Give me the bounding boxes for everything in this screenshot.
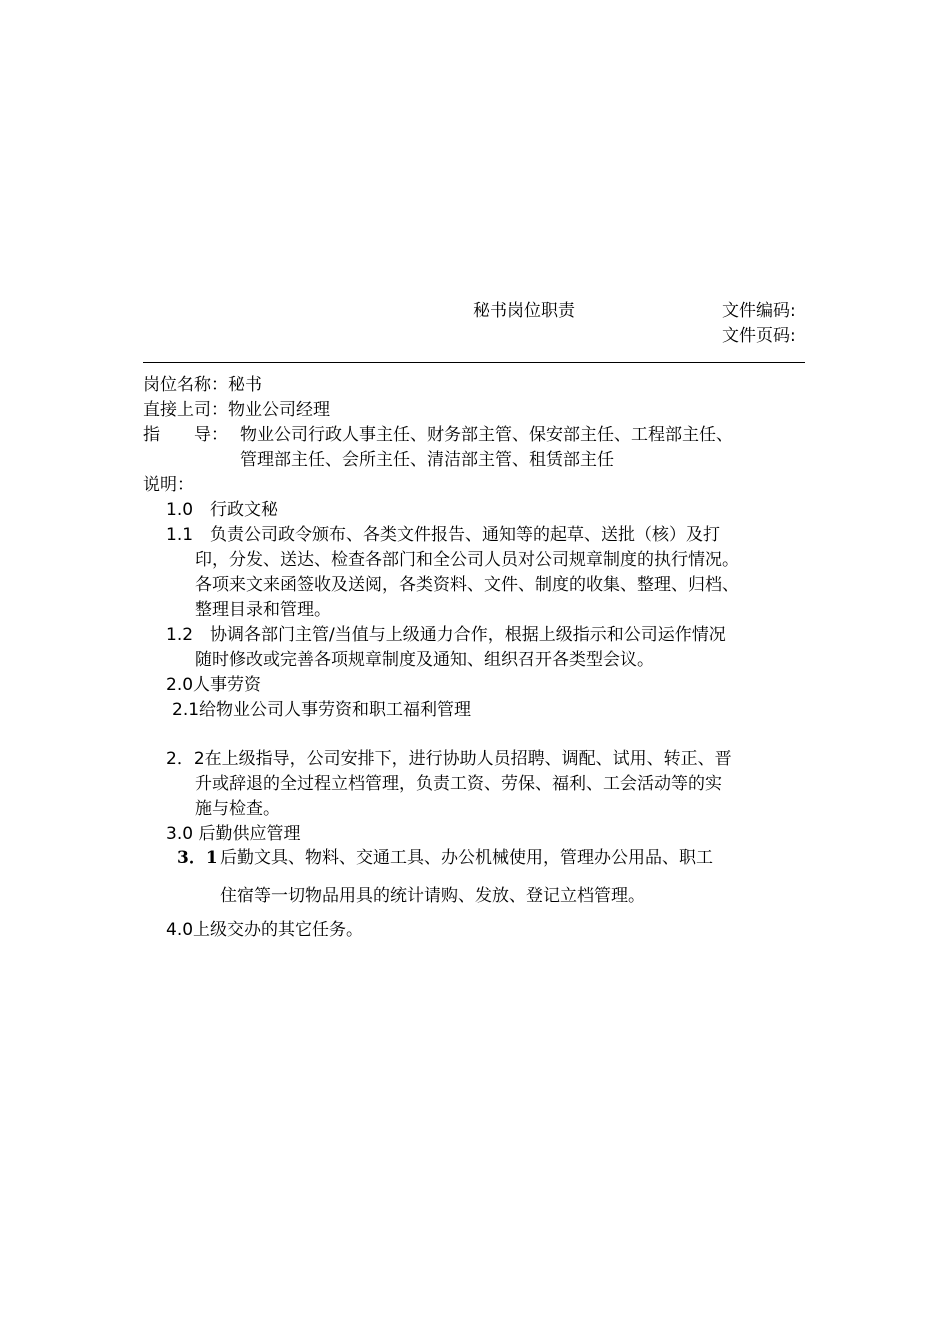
section-1-1-line-2: 印，分发、送达、检查各部门和全公司人员对公司规章制度的执行情况。 [195,550,739,570]
section-1-1-line-3: 各项来文来函签收及送阅，各类资料、文件、制度的收集、整理、归档、 [195,575,739,595]
guide-line-2: 管理部主任、会所主任、清洁部主管、租赁部主任 [240,450,614,470]
section-3-1-number: 3．1 [177,848,218,868]
direct-supervisor: 直接上司：物业公司经理 [143,400,330,420]
section-1-2-line-1: 1.2 协调各部门主管/当值与上级通力合作，根据上级指示和公司运作情况 [166,625,726,645]
section-4-0: 4.0上级交办的其它任务。 [166,920,364,940]
explain-label: 说明： [143,475,194,495]
section-3-0: 3.0 后勤供应管理 [166,824,301,844]
section-1-2-line-2: 随时修改或完善各项规章制度及通知、组织召开各类型会议。 [195,650,654,670]
section-2-2-line-1: 2．2在上级指导，公司安排下，进行协助人员招聘、调配、试用、转正、晋 [166,749,732,769]
section-1-1-line-4: 整理目录和管理。 [195,600,331,620]
section-1-1-line-1: 1.1 负责公司政令颁布、各类文件报告、通知等的起草、送批（核）及打 [166,525,721,545]
header-divider [143,362,805,363]
section-2-2-line-2: 升或辞退的全过程立档管理，负责工资、劳保、福利、工会活动等的实 [195,774,722,794]
guide-label: 指 导： [143,425,228,445]
section-1-0: 1.0 行政文秘 [166,500,279,520]
section-2-1: 2.1给物业公司人事劳资和职工福利管理 [172,700,472,720]
page-code-label: 文件页码: [722,326,796,346]
doc-code-label: 文件编码: [722,301,796,321]
section-3-1-line-2: 住宿等一切物品用具的统计请购、发放、登记立档管理。 [220,886,645,906]
section-3-1-line-1: 后勤文具、物料、交通工具、办公机械使用，管理办公用品、职工 [220,848,713,868]
section-2-2-line-3: 施与检查。 [195,799,280,819]
section-2-0: 2.0人事劳资 [166,675,262,695]
document-title: 秘书岗位职责 [473,301,575,321]
position-name: 岗位名称：秘书 [143,375,262,395]
guide-line-1: 物业公司行政人事主任、财务部主管、保安部主任、工程部主任、 [240,425,733,445]
